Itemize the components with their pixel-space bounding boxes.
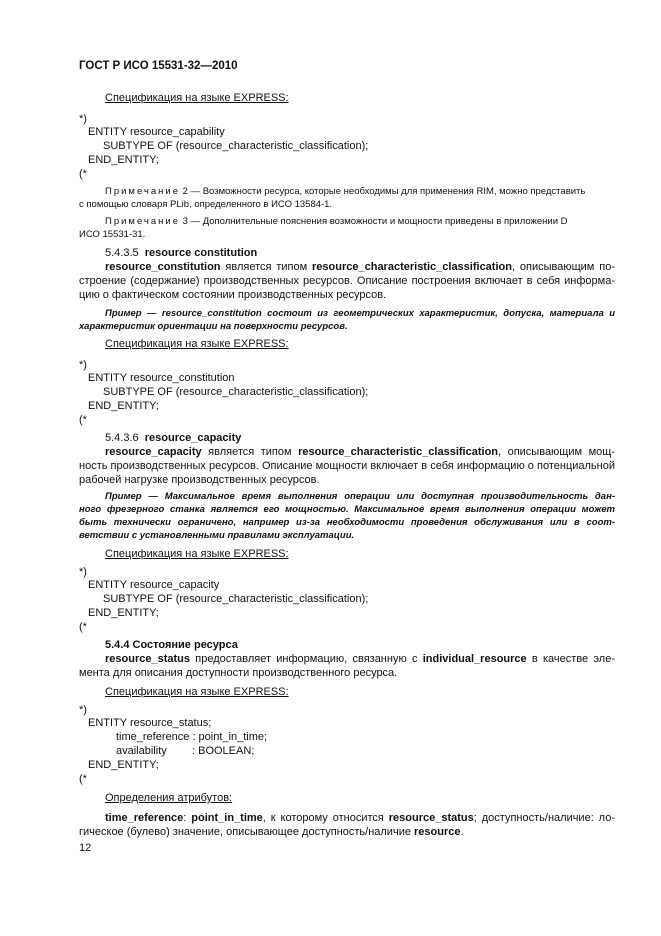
code-end-entity: END_ENTITY; — [88, 154, 159, 166]
note-2: Примечание 2 — Возможности ресурса, которые необходимы для применения RIM, можно представить — [105, 186, 586, 197]
code-close: (* — [79, 773, 87, 785]
code-attr-availability-type: : BOOLEAN; — [192, 745, 255, 757]
code-open: *) — [79, 704, 87, 716]
constitution-paragraph-line1: resource_constitution является типом resource_characteristic_classification, описывающим по- — [105, 261, 615, 273]
code-close: (* — [79, 168, 87, 180]
capacity-paragraph-line1: resource_capacity является типом resource_characteristic_classification, описывающим мощ- — [105, 446, 615, 458]
section-heading-status: 5.4.4 Состояние ресурса — [105, 639, 238, 651]
section-heading-constitution: 5.4.3.5 resource constitution — [105, 247, 258, 259]
note-3: Примечание 3 — Дополнительные пояснения возможности и мощности приведены в приложении D — [105, 216, 568, 227]
capacity-example-line1: Пример — Максимальное время выполнения операции или доступная производительность дан- — [105, 491, 615, 502]
code-subtype: SUBTYPE OF (resource_characteristic_classification); — [103, 140, 369, 152]
constitution-example-line2: характеристик ориентации на поверхности ресурсов. — [79, 321, 348, 332]
code-subtype: SUBTYPE OF (resource_characteristic_classification); — [103, 386, 369, 398]
spec-label: Спецификация на языке EXPRESS: — [105, 686, 289, 698]
spec-label: Спецификация на языке EXPRESS: — [105, 92, 289, 104]
document-header: ГОСТ Р ИСО 15531-32—2010 — [79, 60, 238, 72]
capacity-paragraph-line3: рабочей нагрузке производственных ресурсов. — [79, 474, 320, 486]
note-3-line2: ИСО 15531-31. — [79, 229, 146, 240]
constitution-paragraph-line3: цию о фактическом состоянии производственных ресурсов. — [79, 289, 387, 301]
section-heading-capacity: 5.4.3.6 resource_capacity — [105, 432, 242, 444]
code-open: *) — [79, 359, 87, 371]
code-end-entity: END_ENTITY; — [88, 759, 159, 771]
note-2-line2: с помощью словаря PLib, определенного в ИСО 13584-1. — [79, 199, 333, 210]
code-entity: ENTITY resource_capability — [88, 126, 225, 138]
code-attr-time-reference: time_reference : point_in_time; — [116, 731, 268, 743]
attr-defs-line1: time_reference: point_in_time, к которому относится resource_status; доступность/наличие: ло- — [105, 812, 615, 824]
spec-label: Спецификация на языке EXPRESS: — [105, 338, 289, 350]
capacity-example-line3: быть технически ограничено, например из-за необходимости проведения обслуживания или в соот- — [79, 517, 615, 528]
code-close: (* — [79, 414, 87, 426]
code-open: *) — [79, 566, 87, 578]
status-paragraph-line1: resource_status предоставляет информацию, связанную с individual_resource в качестве эле- — [105, 653, 615, 665]
attr-defs-line2: гическое (булево) значение, описывающее доступность/наличие resource. — [79, 826, 464, 838]
attr-defs-label: Определения атрибутов: — [105, 792, 233, 804]
capacity-example-line4: ветствии с установленными правилами эксплуатации. — [79, 530, 355, 541]
page-number: 12 — [79, 842, 92, 854]
code-entity: ENTITY resource_constitution — [88, 372, 235, 384]
code-entity: ENTITY resource_capacity — [88, 579, 220, 591]
code-end-entity: END_ENTITY; — [88, 607, 159, 619]
code-entity: ENTITY resource_status; — [88, 717, 212, 729]
code-close: (* — [79, 621, 87, 633]
code-subtype: SUBTYPE OF (resource_characteristic_classification); — [103, 593, 369, 605]
code-open: *) — [79, 113, 87, 125]
capacity-paragraph-line2: ность производственных ресурсов. Описание мощности включает в себя информацию о потенциальной — [79, 460, 615, 472]
code-end-entity: END_ENTITY; — [88, 400, 159, 412]
status-paragraph-line2: мента для описания доступности производственного ресурса. — [79, 667, 398, 679]
constitution-example-line1: Пример — resource_constitution состоит из геометрических характеристик, допуска, материала и — [105, 308, 615, 319]
code-attr-availability: availability — [116, 745, 167, 757]
spec-label: Спецификация на языке EXPRESS: — [105, 548, 289, 560]
capacity-example-line2: ного фрезерного станка является его мощностью. Максимальное время выполнения операции может — [79, 504, 615, 515]
constitution-paragraph-line2: строение (содержание) производственных ресурсов. Описание построения включает в себя информа- — [79, 275, 615, 287]
